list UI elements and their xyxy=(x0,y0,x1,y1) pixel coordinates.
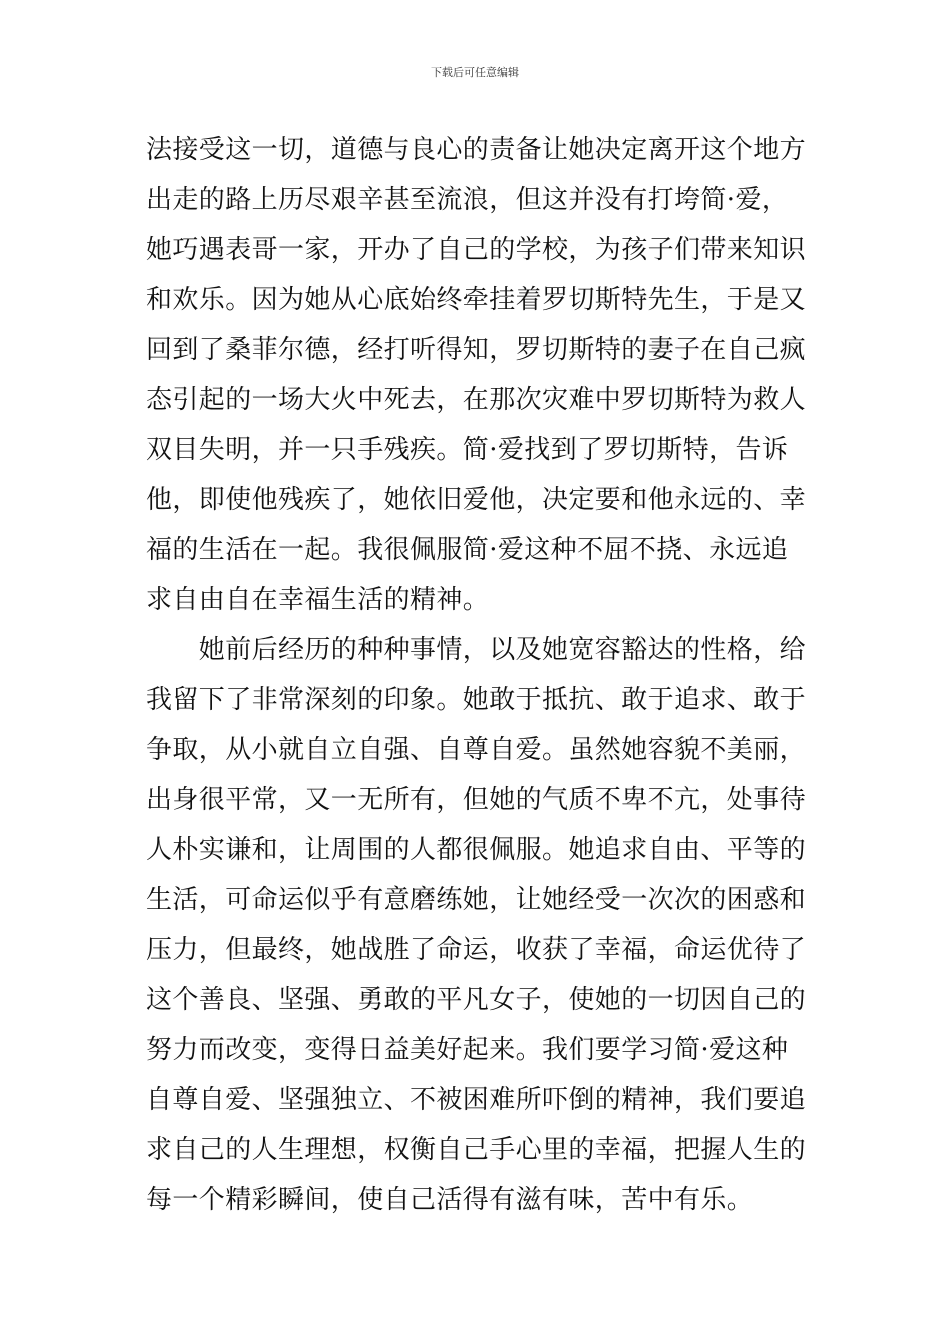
document-body xyxy=(146,125,816,1225)
paragraph-1 xyxy=(146,125,816,625)
text-line: 这个善良、坚强、勇敢的平凡女子，使她的一切因自己的 xyxy=(146,985,807,1015)
text-line: 每一个精彩瞬间，使自己活得有滋有味，苦中有乐。 xyxy=(146,1185,754,1215)
text-line: 自尊自爱、坚强独立、不被困难所吓倒的精神，我们要追 xyxy=(146,1085,807,1115)
text-line: 人朴实谦和，让周围的人都很佩服。她追求自由、平等的 xyxy=(146,835,807,865)
text-line: 态引起的一场大火中死去，在那次灾难中罗切斯特为救人 xyxy=(146,385,807,415)
text-line: 他，即使他残疾了，她依旧爱他，决定要和他永远的、幸 xyxy=(146,485,807,515)
text-line: 双目失明，并一只手残疾。简·爱找到了罗切斯特，告诉 xyxy=(146,435,789,465)
text-line: 我留下了非常深刻的印象。她敢于抵抗、敢于追求、敢于 xyxy=(146,685,807,715)
text-line: 她巧遇表哥一家，开办了自己的学校，为孩子们带来知识 xyxy=(146,235,807,265)
text-line: 出身很平常，又一无所有，但她的气质不卑不亢，处事待 xyxy=(146,785,807,815)
text-line: 努力而改变，变得日益美好起来。我们要学习简·爱这种 xyxy=(146,1035,789,1065)
text-line: 生活，可命运似乎有意磨练她，让她经受一次次的困惑和 xyxy=(146,885,807,915)
text-line: 她前后经历的种种事情，以及她宽容豁达的性格，给 xyxy=(146,635,807,665)
page-header-note: 下载后可任意编辑 xyxy=(431,66,519,79)
text-line: 争取，从小就自立自强、自尊自爱。虽然她容貌不美丽， xyxy=(146,735,807,765)
text-line: 福的生活在一起。我很佩服简·爱这种不屈不挠、永远追 xyxy=(146,535,789,565)
text-line: 回到了桑菲尔德，经打听得知，罗切斯特的妻子在自己疯 xyxy=(146,335,807,365)
text-line: 和欢乐。因为她从心底始终牵挂着罗切斯特先生，于是又 xyxy=(146,285,807,315)
text-line: 压力，但最终，她战胜了命运，收获了幸福，命运优待了 xyxy=(146,935,807,965)
text-line: 求自己的人生理想，权衡自己手心里的幸福，把握人生的 xyxy=(146,1135,807,1165)
paragraph-2 xyxy=(146,625,816,1225)
text-line: 出走的路上历尽艰辛甚至流浪，但这并没有打垮简·爱， xyxy=(146,185,789,215)
text-line: 法接受这一切，道德与良心的责备让她决定离开这个地方 xyxy=(146,135,807,165)
text-line: 求自由自在幸福生活的精神。 xyxy=(146,585,490,615)
